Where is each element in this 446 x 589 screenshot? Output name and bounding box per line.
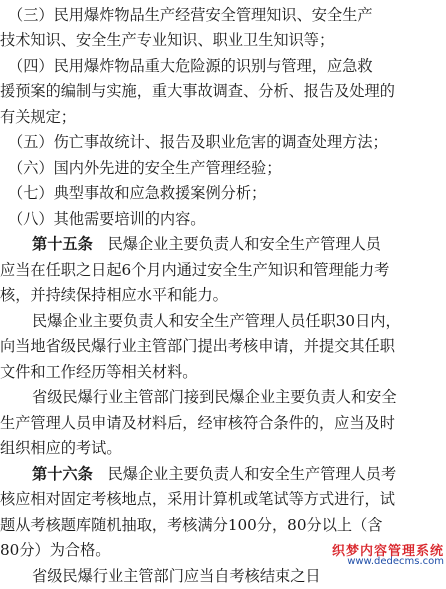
text-line: （三）民用爆炸物品生产经营安全管理知识、安全生产 xyxy=(8,6,373,24)
text-line: 核，并持续保持相应水平和能力。 xyxy=(0,286,228,304)
watermark-name: 织梦内容管理系统 xyxy=(331,544,444,559)
text-line: 组织相应的考试。 xyxy=(0,439,122,457)
article-line xyxy=(0,231,446,257)
text-line: （六）国内外先进的安全生产管理经验； xyxy=(8,159,282,177)
text-line: 文件和工作经历等相关材料。 xyxy=(0,363,198,381)
text-line: 援预案的编制与实施，重大事故调查、分析、报告及处理的 xyxy=(0,82,395,100)
article-line xyxy=(0,461,446,487)
article-text: 民爆企业主要负责人和安全生产管理人员 xyxy=(107,235,381,253)
text-line: 民爆企业主要负责人和安全生产管理人员任职30日内， xyxy=(32,312,401,330)
text-line: 应当在任职之日起6个月内通过安全生产知识和管理能力考 xyxy=(0,261,390,279)
text-line: 生产管理人员申请及材料后，经审核符合条件的，应当及时 xyxy=(0,414,395,432)
text-line: 省级民爆行业主管部门应当自考核结束之日 xyxy=(32,567,321,585)
text-line: 技术知识、安全生产专业知识、职业卫生知识等； xyxy=(0,31,335,49)
text-line: 80分）为合格。 xyxy=(0,541,111,559)
text-line: 省级民爆行业主管部门接到民爆企业主要负责人和安全 xyxy=(32,388,397,406)
text-line: 题从考核题库随机抽取，考核满分100分，80分以上（含 xyxy=(0,516,383,534)
article-text: 民爆企业主要负责人和安全生产管理人员考 xyxy=(107,465,397,483)
text-line: 向当地省级民爆行业主管部门提出考核申请，并提交其任职 xyxy=(0,337,395,355)
article-number: 第十六条 xyxy=(32,465,93,483)
text-line: （八）其他需要培训的内容。 xyxy=(8,210,206,228)
watermark-logo xyxy=(312,540,444,570)
text-line: （四）民用爆炸物品重大危险源的识别与管理，应急救 xyxy=(8,57,373,75)
watermark-url: www.dedecms.com xyxy=(347,556,444,567)
text-line: 有关规定； xyxy=(0,108,76,126)
text-line: 核应相对固定考核地点，采用计算机或笔试等方式进行，试 xyxy=(0,490,395,508)
text-line: （五）伤亡事故统计、报告及职业危害的调查处理方法； xyxy=(8,133,388,151)
article-number: 第十五条 xyxy=(32,235,93,253)
text-line: （七）典型事故和应急救援案例分析； xyxy=(8,184,267,202)
